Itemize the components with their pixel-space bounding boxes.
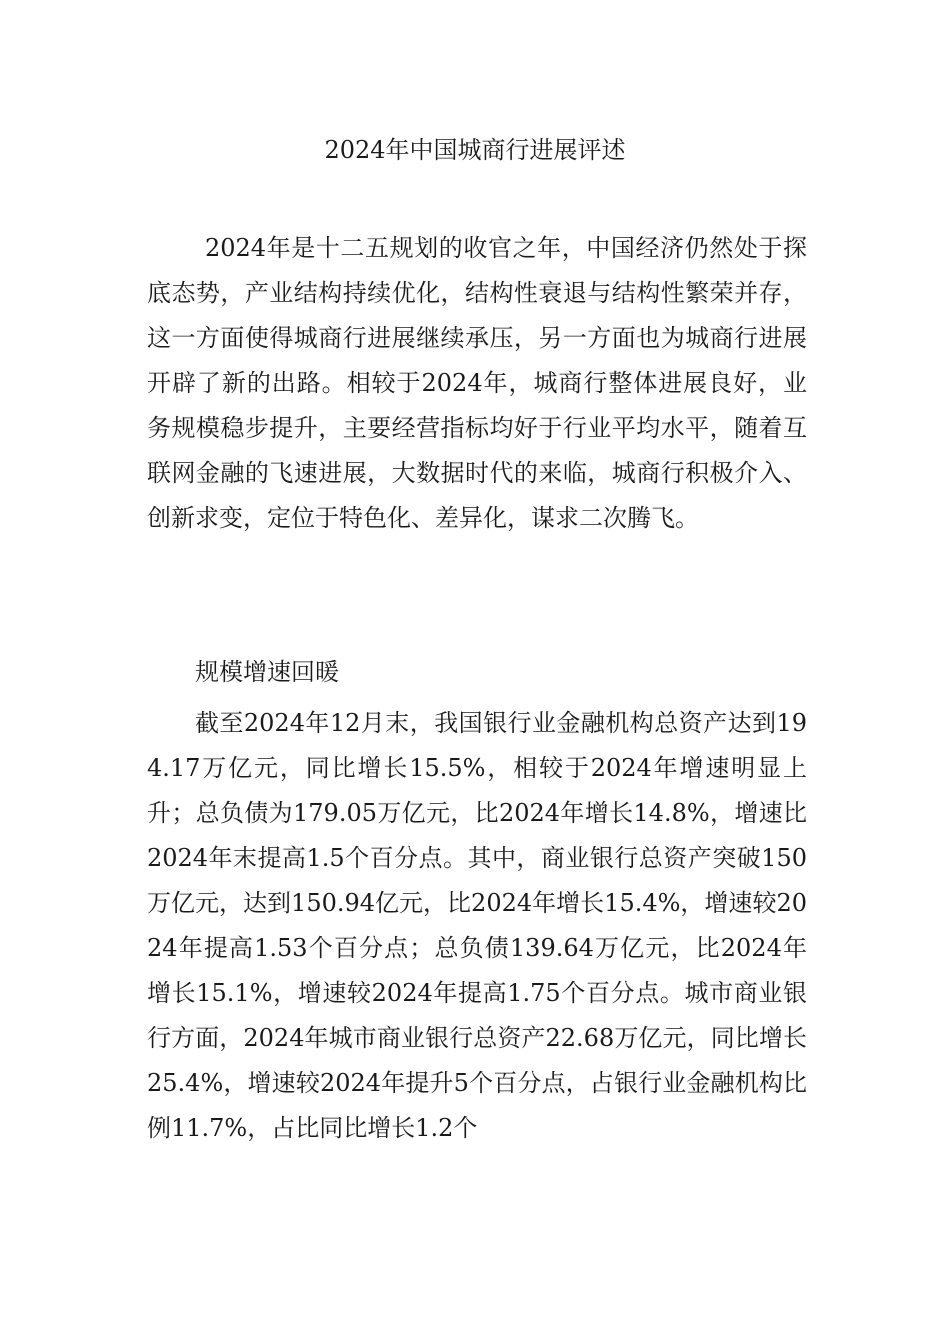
intro-paragraph: 2024年是十二五规划的收官之年，中国经济仍然处于探底态势，产业结构持续优化，结构性衰退与结构性繁荣并存，这一方面使得城商行进展继续承压，另一方面也为城商行进展开辟了新的出路。相较于2024年，城商行整体进展良好，业务规模稳步提升，主要经营指标均好于行业平均水平，随着互联网金融的飞速进展，大数据时代的来临，城商行积极介入、创新求变，定位于特色化、差异化，谋求二次腾飞。 [147, 234, 807, 532]
section-paragraph: 截至2024年12月末，我国银行业金融机构总资产达到194.17万亿元，同比增长15.5%，相较于2024年增速明显上升；总负债为179.05万亿元，比2024年增长14.8%，增速比2024年末提高1.5个百分点。其中，商业银行总资产突破150万亿元，达到150.94亿元，比2024年增长15.4%，增速较2024年提高1.53个百分点；总负债139.64万亿元，比2024年增长15.1%，增速较2024年提高1.75个百分点。城市商业银行方面，2024年城市商业银行总资产22.68万亿元，同比增长25.4%，增速较2024年提升5个百分点，占银行业金融机构比例11.7%，占比同比增长1.2个 [147, 709, 807, 1142]
document-title: 2024年中国城商行进展评述 [324, 136, 626, 164]
section-heading: 规模增速回暖 [195, 658, 339, 686]
